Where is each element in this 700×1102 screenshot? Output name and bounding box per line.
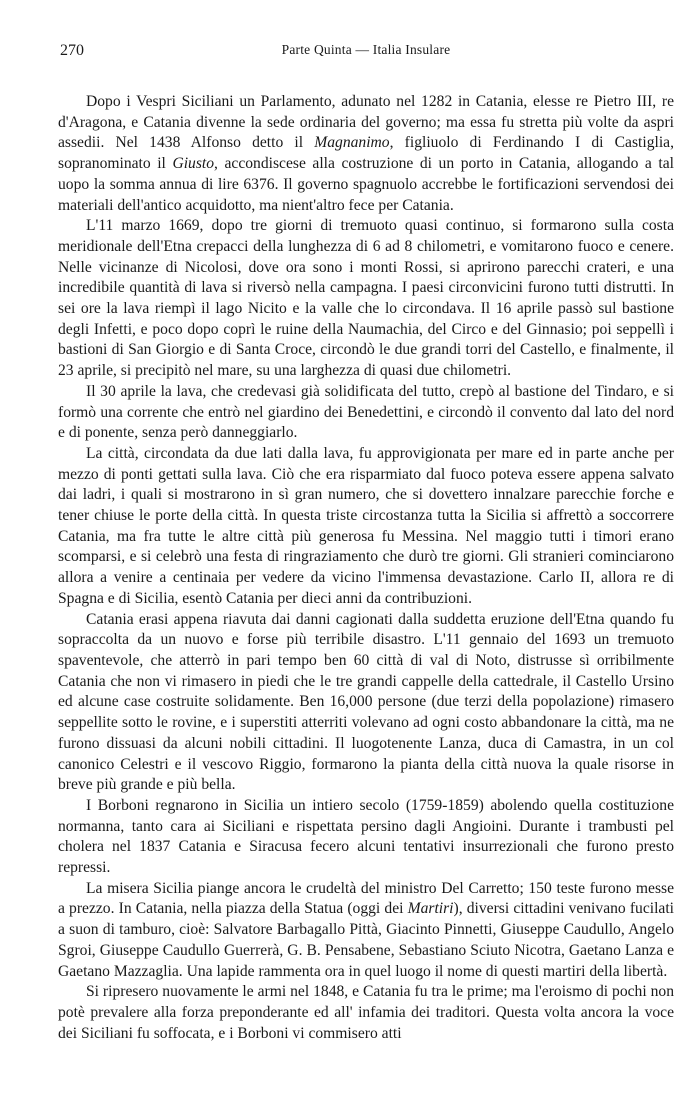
text-run: Catania erasi appena riavuta dai danni cagionati dalla suddetta eruzione dell'Etna quando fu sopraccolta da un nuovo e forse più terribile disastro. L'11 gennaio del 1693 un tremuoto spaventevole, che atterrò in pari tempo ben 60 città di val di Noto, distrusse sì orribilmente Catania che non vi rimasero in piedi che le tre grandi cappelle della cattedrale, il Castello Ursino ed alcune case costruite solidamente. Ben 16,000 persone (due terzi della popolazione) rimasero seppellite sotto le rovine, e i superstiti atterriti volevano ad ogni costo abbandonare la città, ma ne furono dissuasi da alcuni nobili cittadini. Il luogotenente Lanza, duca di Camastra, in un col canonico Celestri e il vescovo Riggio, formarono la pianta della città nuova la quale risorse in breve più grande e più bella. bbox=[58, 610, 674, 794]
text-run: Si ripresero nuovamente le armi nel 1848, e Catania fu tra le prime; ma l'eroismo di pochi non potè prevalere alla forza preponderante ed all' infamia dei traditori. Questa volta ancora la voce dei Siciliani fu soffocata, e i Borboni vi commisero atti bbox=[58, 983, 674, 1042]
text-run: L'11 marzo 1669, dopo tre giorni di tremuoto quasi continuo, si formarono sulla costa meridionale dell'Etna crepacci della lunghezza di 6 ad 8 chilometri, e vomitarono fuoco e cenere. Nelle vicinanze di Nicolosi, dove ora sono i monti Rossi, si aprirono parecchi crateri, e una incredibile quantità di lava si riversò nella campagna. I paesi circonvicini furono tutti distrutti. In sei ore la lava riempì il lago Nicito e la valle che lo circondava. Il 16 aprile passò sul bastione degli Infetti, e poco dopo coprì le ruine della Naumachia, del Circo e del Ginnasio; poi seppellì i bastioni di San Giorgio e di Santa Croce, circondò le due grandi torri del Castello, e finalmente, il 23 aprile, si precipitò nel mare, su una larghezza di quasi due chilometri. bbox=[58, 217, 674, 380]
text-run: La misera Sicilia piange ancora le crudeltà del ministro Del Carretto; 150 teste furono messe a prezzo. In Catania, nella piazza della Statua (oggi dei bbox=[58, 879, 674, 918]
text-run: Dopo i Vespri Siciliani un Parlamento, adunato nel 1282 in Catania, elesse re Pietro III, re d'Aragona, e Catania divenne la sede ordinaria del governo; ma essa fu stretta più volte da aspri assedii. Nel 1438 Alfonso detto il bbox=[58, 93, 674, 152]
text-run: , figliuolo di Ferdinando I di Castiglia, sopranominato il bbox=[58, 134, 674, 173]
text-run: ), diversi cittadini venivano fucilati a suon di tamburo, cioè: Salvatore Barbagallo Pittà, Giacinto Pinnetti, Giuseppe Caudullo, Angelo Sgroi, Giuseppe Caudullo Guerrerà, G. B. Pensabene, Sebastiano Sciuto Nicotra, Gaetano Lanza e Gaetano Mazzaglia. Una lapide rammenta ora in quel luogo il nome di questi martiri della libertà. bbox=[58, 900, 674, 980]
paragraph bbox=[58, 879, 674, 983]
page-number: 270 bbox=[60, 42, 84, 59]
paragraph bbox=[58, 982, 674, 1044]
italic-text: Magnanimo bbox=[314, 134, 390, 152]
running-head bbox=[58, 42, 674, 64]
paragraph bbox=[58, 92, 674, 216]
paragraph bbox=[58, 610, 674, 796]
paragraph bbox=[58, 216, 674, 382]
italic-text: Giusto bbox=[172, 155, 215, 173]
book-page bbox=[58, 0, 674, 1102]
text-run: Il 30 aprile la lava, che credevasi già solidificata del tutto, crepò al bastione del Tindaro, e si formò una corrente che entrò nel giardino dei Benedettini, e circondò il convento dal lato del nord e di ponente, senza però danneggiarlo. bbox=[58, 382, 674, 442]
text-run: , accondiscese alla costruzione di un porto in Catania, allogando a tal uopo la somma annua di lire 6376. Il governo spagnuolo accrebbe le fortificazioni servendosi dei materiali dell'antico acquidotto, ma nient'altro fece per Catania. bbox=[58, 155, 674, 214]
running-title: Parte Quinta — Italia Insulare bbox=[281, 42, 451, 57]
paragraph bbox=[58, 382, 674, 444]
paragraph bbox=[58, 444, 674, 610]
text-run: La città, circondata da due lati dalla lava, fu approvigionata per mare ed in parte anche per mezzo di ponti gettati sulla lava. Ciò che era risparmiato dal fuoco poteva essere appena salvato dai ladri, i quali si mostrarono in sì gran numero, che si dovettero innalzare parecchie forche e tener chiuse le porte della città. In questa triste circostanza tutta la Sicilia si affrettò a soccorrere Catania, ma fra tutte le altre città più generosa fu Messina. Nel maggio tutti i timori erano scomparsi, e si celebrò una festa di ringraziamento che durò tre giorni. Gli stranieri cominciarono allora a venire a centinaia per vedere da vicino l'immensa devastazione. Carlo II, allora re di Spagna e di Sicilia, esentò Catania per dieci anni da contribuzioni. bbox=[58, 444, 674, 607]
text-run: I Borboni regnarono in Sicilia un intiero secolo (1759-1859) abolendo quella costituzione normanna, tanto cara ai Siciliani e rispettata persino dagli Angioini. Durante i trambusti pel cholera nel 1837 Catania e Siracusa fecero alcuni tentativi insurrezionali che furono presto repressi. bbox=[58, 796, 674, 877]
paragraph bbox=[58, 796, 674, 879]
italic-text: Martiri bbox=[407, 900, 454, 918]
text-body bbox=[58, 92, 674, 1044]
